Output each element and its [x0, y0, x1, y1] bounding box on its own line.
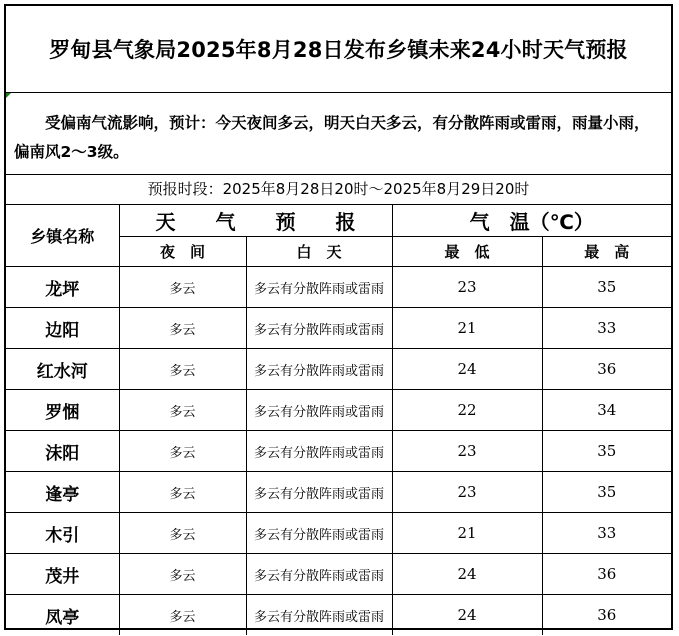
max-temp-cell: 36: [542, 595, 671, 636]
table-row: [6, 431, 671, 472]
min-temp-cell: 23: [392, 267, 542, 308]
town-cell: 茂井: [6, 554, 119, 595]
night-weather-cell: 多云: [119, 513, 246, 554]
table-body: [6, 267, 671, 636]
header-min: 最 低: [392, 237, 542, 267]
town-cell: 红水河: [6, 349, 119, 390]
night-weather-cell: 多云: [119, 349, 246, 390]
table-row: [6, 349, 671, 390]
day-weather-cell: 多云有分散阵雨或雷雨: [246, 349, 392, 390]
forecast-period: 预报时段：2025年8月28日20时～2025年8月29日20时: [6, 174, 671, 204]
min-temp-cell: 21: [392, 513, 542, 554]
town-cell: 罗悃: [6, 390, 119, 431]
page-title: 罗甸县气象局2025年8月28日发布乡镇未来24小时天气预报: [49, 38, 628, 62]
night-weather-cell: 多云: [119, 472, 246, 513]
town-cell: 木引: [6, 513, 119, 554]
forecast-table: [6, 204, 671, 635]
night-weather-cell: 多云: [119, 267, 246, 308]
town-cell: 逢亭: [6, 472, 119, 513]
header-day: 白 天: [246, 237, 392, 267]
min-temp-cell: 21: [392, 308, 542, 349]
max-temp-cell: 36: [542, 554, 671, 595]
night-weather-cell: 多云: [119, 595, 246, 636]
night-weather-cell: 多云: [119, 431, 246, 472]
max-temp-cell: 35: [542, 267, 671, 308]
day-weather-cell: 多云有分散阵雨或雷雨: [246, 472, 392, 513]
max-temp-cell: 35: [542, 431, 671, 472]
day-weather-cell: 多云有分散阵雨或雷雨: [246, 308, 392, 349]
min-temp-cell: 24: [392, 554, 542, 595]
table-row: [6, 472, 671, 513]
max-temp-cell: 36: [542, 349, 671, 390]
header-max: 最 高: [542, 237, 671, 267]
table-header-row: [6, 205, 671, 237]
min-temp-cell: 23: [392, 472, 542, 513]
town-cell: 凤亭: [6, 595, 119, 636]
table-row: [6, 554, 671, 595]
table-row: [6, 390, 671, 431]
header-night: 夜 间: [119, 237, 246, 267]
min-temp-cell: 22: [392, 390, 542, 431]
header-weather: 天 气 预 报: [119, 205, 392, 237]
min-temp-cell: 24: [392, 349, 542, 390]
min-temp-cell: 23: [392, 431, 542, 472]
table-row: [6, 308, 671, 349]
header-town: 乡镇名称: [6, 205, 119, 267]
town-cell: 龙坪: [6, 267, 119, 308]
max-temp-cell: 35: [542, 472, 671, 513]
min-temp-cell: 24: [392, 595, 542, 636]
max-temp-cell: 33: [542, 513, 671, 554]
day-weather-cell: 多云有分散阵雨或雷雨: [246, 595, 392, 636]
night-weather-cell: 多云: [119, 390, 246, 431]
table-row: [6, 595, 671, 636]
night-weather-cell: 多云: [119, 308, 246, 349]
day-weather-cell: 多云有分散阵雨或雷雨: [246, 267, 392, 308]
header-temperature: 气 温（℃）: [392, 205, 671, 237]
night-weather-cell: 多云: [119, 554, 246, 595]
forecast-description: 受偏南气流影响，预计：今天夜间多云，明天白天多云，有分散阵雨或雷雨，雨量小雨，偏南风2～3级。: [6, 92, 671, 174]
max-temp-cell: 33: [542, 308, 671, 349]
forecast-sheet: [4, 4, 673, 630]
max-temp-cell: 34: [542, 390, 671, 431]
day-weather-cell: 多云有分散阵雨或雷雨: [246, 554, 392, 595]
table-row: [6, 267, 671, 308]
day-weather-cell: 多云有分散阵雨或雷雨: [246, 513, 392, 554]
day-weather-cell: 多云有分散阵雨或雷雨: [246, 431, 392, 472]
day-weather-cell: 多云有分散阵雨或雷雨: [246, 390, 392, 431]
town-cell: 沫阳: [6, 431, 119, 472]
town-cell: 边阳: [6, 308, 119, 349]
table-row: [6, 513, 671, 554]
